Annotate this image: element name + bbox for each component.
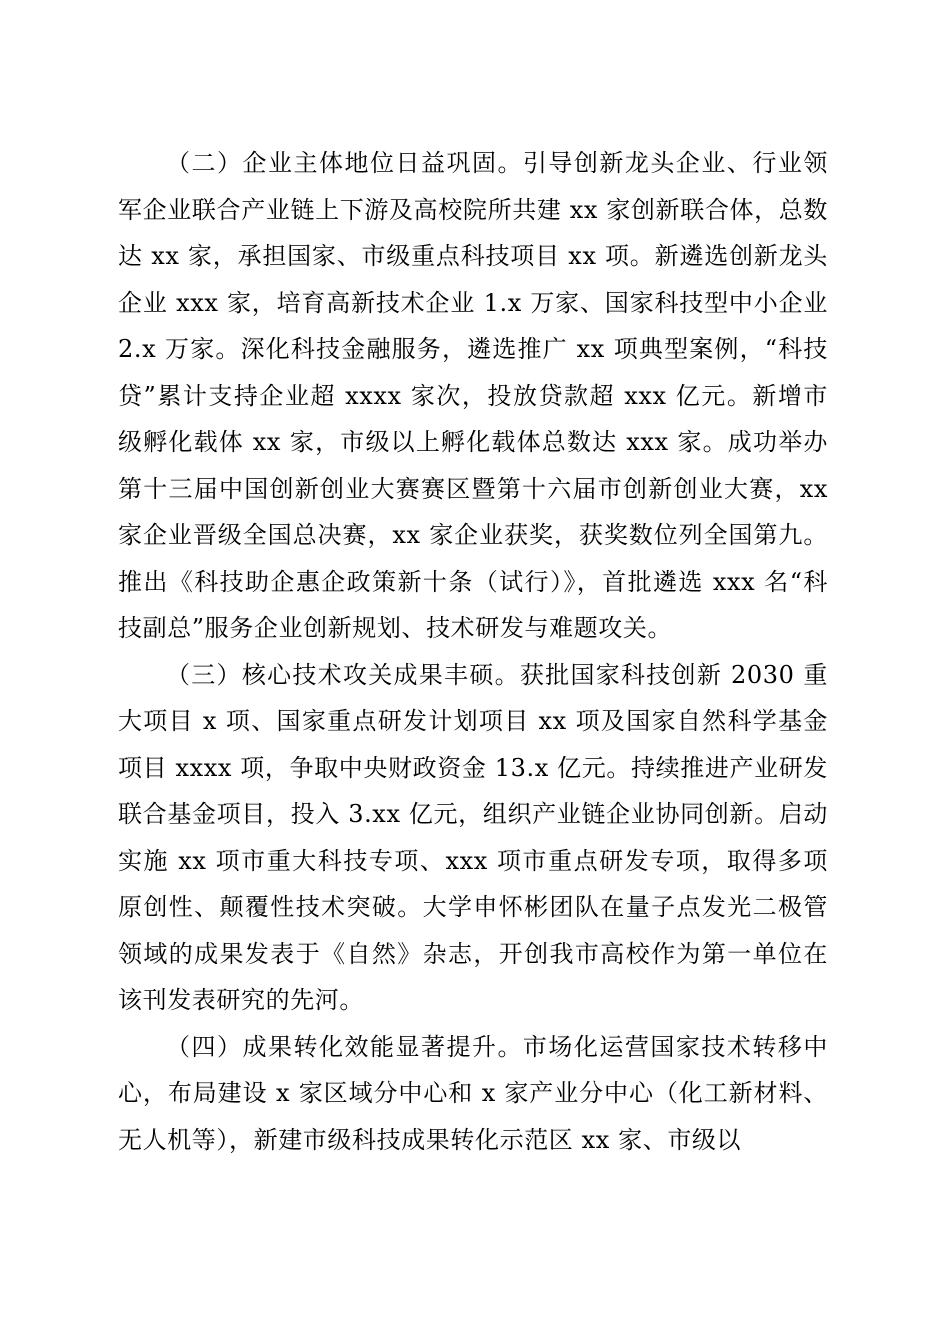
document-page [118, 140, 828, 1163]
paragraph-achievement-transfer: （四）成果转化效能显著提升。市场化运营国家技术转移中心，布局建设 x 家区域分中心和 x 家产业分中心（化工新材料、无人机等），新建市级科技成果转化示范区 xx 家、市级以 [118, 1032, 828, 1154]
paragraph-core-technology: （三）核心技术攻关成果丰硕。获批国家科技创新 2030 重大项目 x 项、国家重点研发计划项目 xx 项及国家自然科学基金项目 xxxx 项，争取中央财政资金 13.x 亿元。持续推进产业研发联合基金项目，投入 3.xx 亿元，组织产业链企业协同创新。启动实施 xx 项市重大科技专项、xxx 项市重点研发专项，取得多项原创性、颠覆性技术突破。大学申怀彬团队在量子点发光二极管领域的成果发表于《自然》杂志，开创我市高校作为第一单位在该刊发表研究的先河。 [118, 660, 828, 1014]
paragraph-enterprise-status: （二）企业主体地位日益巩固。引导创新龙头企业、行业领军企业联合产业链上下游及高校院所共建 xx 家创新联合体，总数达 xx 家，承担国家、市级重点科技项目 xx 项。新遴选创新龙头企业 xxx 家，培育高新技术企业 1.x 万家、国家科技型中小企业 2.x 万家。深化科技金融服务，遴选推广 xx 项典型案例，“科技贷”累计支持企业超 xxxx 家次，投放贷款超 xxx 亿元。新增市级孵化载体 xx 家，市级以上孵化载体总数达 xxx 家。成功举办第十三届中国创新创业大赛赛区暨第十六届市创新创业大赛，xx 家企业晋级全国总决赛，xx 家企业获奖，获奖数位列全国第九。推出《科技助企惠企政策新十条（试行）》，首批遴选 xxx 名“科技副总”服务企业创新规划、技术研发与难题攻关。 [118, 149, 828, 642]
